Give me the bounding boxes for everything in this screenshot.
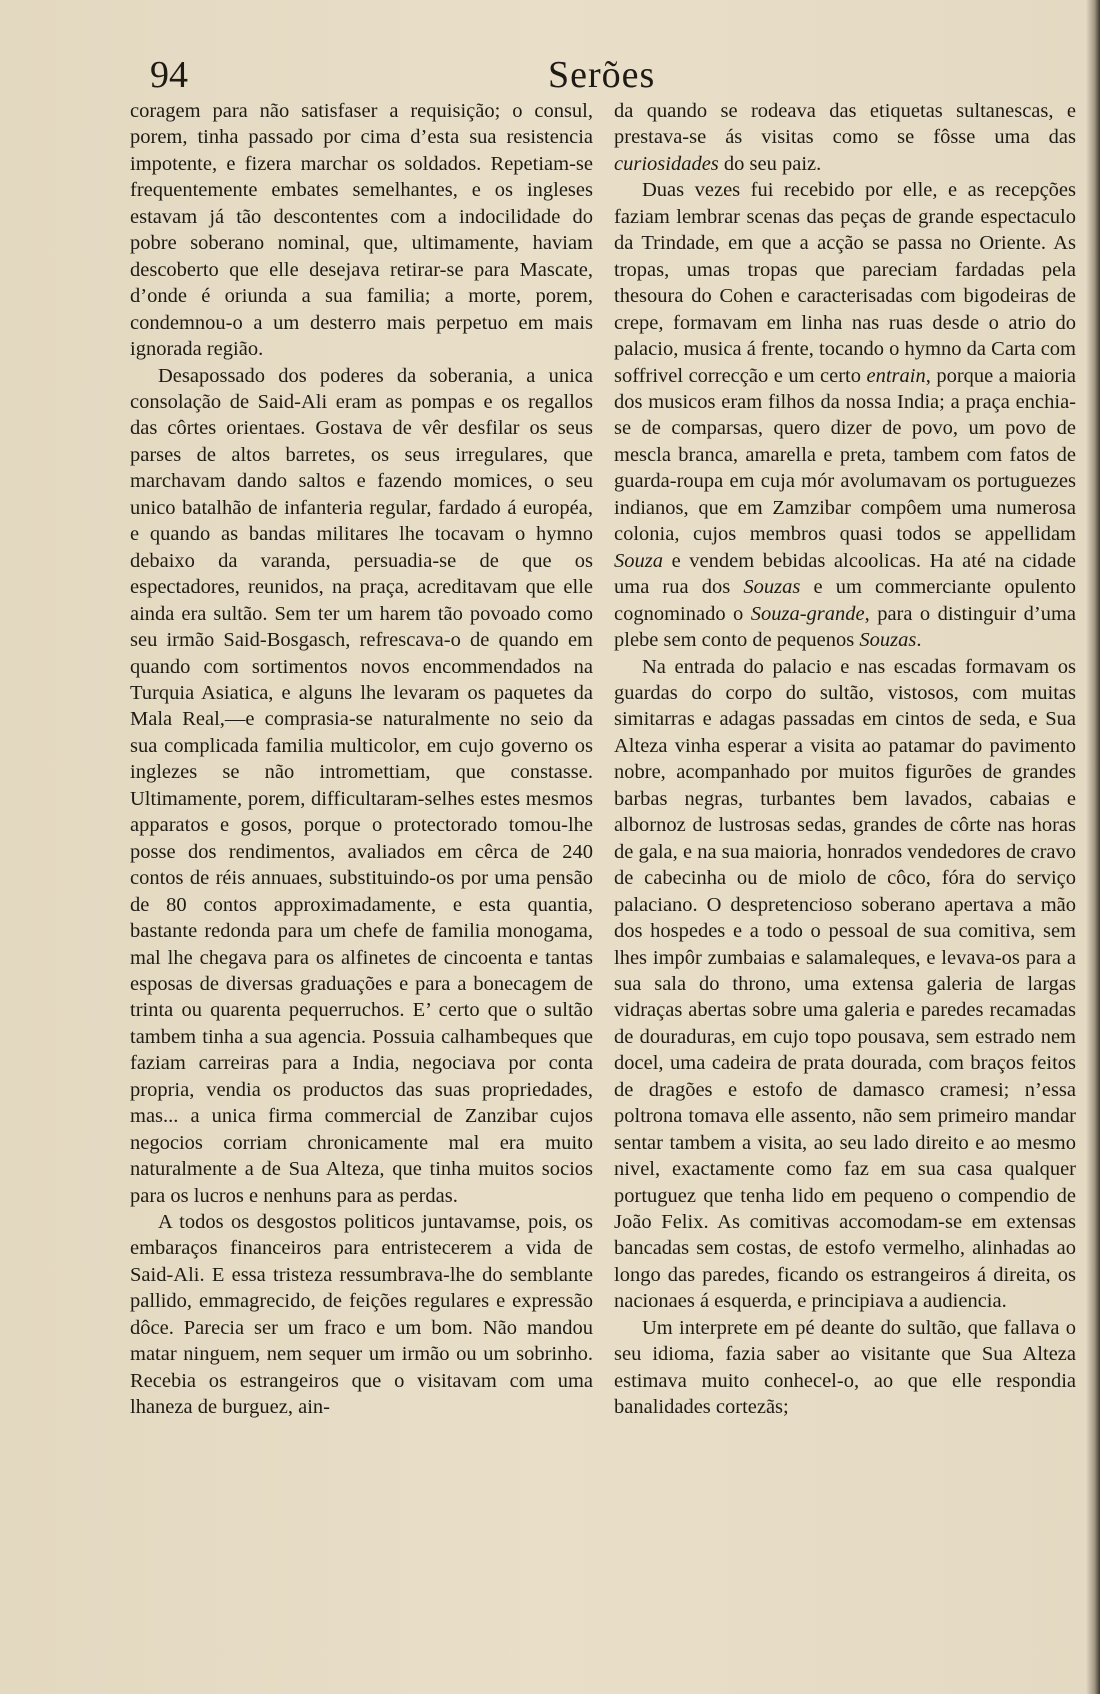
right-paragraph-3: Na entrada do palacio e nas escadas formavam os guardas do corpo do sultão, vistosos, com muitas simitarras e adagas passadas em cintos de seda, e Sua Alteza vinha esperar a visita ao patamar do pavimento nobre, acompanhado por muitos figurões de grandes barbas negras, turbantes bem lavados, cabaias e albornoz de lustrosas sedas, grandes de côrte nas horas de gala, e na sua maioria, honrados vendedores de cravo de cabecinha ou de miolo de côco, fóra do serviço palaciano. O despretencioso soberano apertava a mão dos hospedes e a todo o pessoal de sua comitiva, sem lhes impôr zumbaias e salamaleques, e levava-os para a sua sala do throno, uma extensa galeria de largas vidraças abertas sobre uma galeria e paredes recamadas de douraduras, em cujo topo pousava, sem estrado nem docel, uma cadeira de prata dourada, com braços feitos de dragões e estofo de damasco cramesi; n’essa poltrona tomava elle assento, não sem primeiro mandar sentar tambem a visita, ao seu lado direito e ao mesmo nivel, exactamente como faz em sua casa qualquer portuguez que tenha lido em pequeno o compendio de João Felix. As comitivas accomodam-se em extensas bancadas sem costas, de estofo vermelho, alinhadas ao longo das paredes, ficando os estrangeiros á direita, os nacionaes á esquerda, e principiava a audiencia. (614, 655, 1076, 1313)
italic-term: entrain (866, 364, 926, 387)
text-run: , para o distinguir d’uma plebe sem conto de pequenos (614, 602, 1077, 652)
text-run: . (916, 629, 922, 652)
text-run: do seu paiz. (718, 152, 822, 175)
running-title: Serões (548, 54, 656, 96)
text-run: e um commerciante opulento cognominado o (614, 576, 1077, 625)
page-header (150, 50, 1080, 100)
right-paragraph-2 (614, 177, 1076, 653)
text-run: da quando se rodeava das etiquetas sultanescas, e prestava-se ás visitas como se fôsse uma das (614, 100, 1076, 149)
right-paragraph-4: Um interprete em pé deante do sultão, que fallava o seu idioma, fazia saber ao visitante que Sua Alteza estimava muito conhecel-o, ao que elle respondia banalidades cortezãs; (614, 1316, 1076, 1419)
text-run: , porque a maioria dos musicos eram filhos da nossa India; a praça enchia-se de comparsas, quero dizer de povo, um povo de mescla branca, amarella e preta, tambem com fatos de guarda-roupa em cuja mór avolumavam os portuguezes indianos, que em Zamzibar compôem uma numerosa colonia, cujos membros quasi todos se appellidam (614, 364, 1076, 546)
text-run: Duas vezes fui recebido por elle, e as recepções faziam lembrar scenas das peças de grande espectaculo da Trindade, em que a acção se passa no Oriente. As tropas, umas tropas que pareciam fardadas pela thesoura do Cohen e caracterisadas com bigodeiras de crepe, formavam em linha nas ruas desde o atrio do palacio, musica á frente, tocando o hymno da Carta com soffrivel correcção e um certo (614, 179, 1076, 387)
italic-term: Souzas (743, 576, 801, 599)
text-run: e vendem bebidas alcoolicas. Ha até na cidade uma rua dos (614, 549, 1076, 599)
left-paragraph-2: Desapossado dos poderes da soberania, a unica consolação de Said-Ali eram as pompas e os regallos das côrtes orientaes. Gostava de vêr desfilar os seus parses de altos barretes, os seus irregulares, que marchavam dando saltos e fazendo momices, o seu unico batalhão de infanteria regular, fardado á européa, e quando as bandas militares lhe tocavam o hymno debaixo da varanda, persuadia-se de que os espectadores, reunidos, na praça, acreditavam que elle ainda era sultão. Sem ter um harem tão povoado como seu irmão Said-Bosgasch, refrescava-o de quando em quando com sortimentos novos encommendados na Turquia Asiatica, e alguns lhe levaram os paquetes da Mala Real,—e comprasia-se naturalmente no seio da sua complicada familia multicolor, em cujo governo os inglezes se não intromettiam, que constasse. Ultimamente, porem, difficultaram-selhes estes mesmos apparatos e gosos, porque o protectorado tomou-lhe posse dos rendimentos, avaliados em cêrca de 240 contos de réis annuaes, substituindo-os por uma pensão de 80 contos approximadamente, e esta quantia, bastante redonda para um chefe de familia monogama, mal lhe chegava para os alfinetes de cincoenta e tantas esposas de diversas graduações e para a bonecagem de trinta ou quarenta pequerruchos. E’ certo que o sultão tambem tinha a sua agencia. Possuia calhambeques que faziam carreiras para a India, negociava por conta propria, vendia os productos das suas propriedades, mas... a unica firma commercial de Zanzibar cujos negocios corriam chronicamente mal era muito naturalmente a de Sua Alteza, que tinha muitos socios para os lucros e nenhuns para as perdas. (130, 364, 593, 1207)
page-edge-shadow (1086, 0, 1100, 1694)
left-paragraph-3: A todos os desgostos politicos juntavamse, pois, os embaraços financeiros para entristecerem a vida de Said-Ali. E essa tristeza ressumbrava-lhe do semblante pallido, emmagrecido, de feições regulares e expressão dôce. Parecia ser um fraco e um bom. Não mandou matar ninguem, nem sequer um irmão ou um sobrinho. Recebia os estrangeiros que o visitavam com uma lhaneza de burguez, ain- (130, 1211, 593, 1419)
italic-term: Souzas (859, 629, 917, 652)
right-paragraph-1 (614, 98, 1076, 177)
left-paragraph-1: coragem para não satisfaser a requisição; o consul, porem, tinha passado por cima d’esta sua resistencia impotente, e fizera marchar os soldados. Repetiam-se frequentemente embates semelhantes, e os ingleses estavam já tão descontentes com a indocilidade do pobre soberano nominal, que, ultimamente, haviam descoberto que elle desejava retirar-se para Mascate, d’onde é oriunda a sua familia; a morte, porem, condemnou-o a um desterro mais perpetuo em mais ignorada região. (130, 100, 593, 361)
right-column (614, 98, 1076, 1421)
left-column (130, 98, 593, 1421)
italic-term: Souza-grande (750, 602, 865, 625)
page-number: 94 (150, 54, 188, 96)
italic-term: curiosidades (614, 152, 719, 175)
italic-term: Souza (614, 549, 663, 572)
